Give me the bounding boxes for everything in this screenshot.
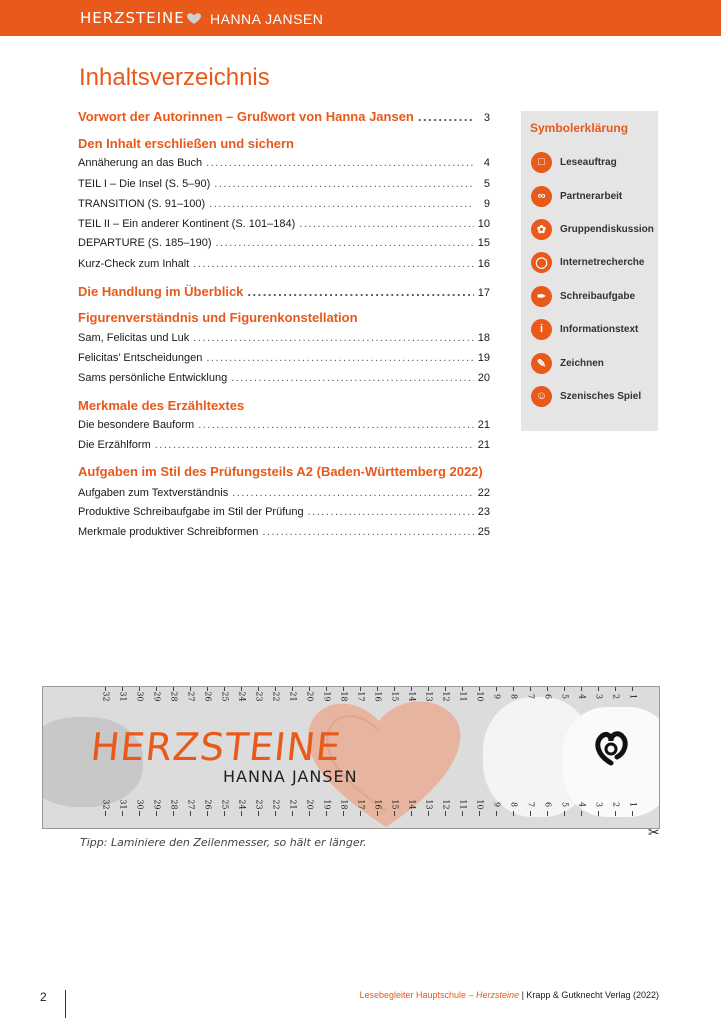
ruler-scale-top: [43, 687, 660, 709]
ruler-tick: [190, 811, 191, 816]
section-heading: Den Inhalt erschließen und sichern: [78, 136, 294, 151]
scissors-icon: ✂: [648, 824, 660, 840]
ruler-number: 11: [458, 691, 468, 702]
ruler-number: 21: [288, 691, 298, 702]
legend-item: ◯ Internetrecherche: [531, 251, 644, 273]
ruler-number: 14: [407, 799, 417, 810]
ruler-number: 15: [390, 691, 400, 702]
ruler-number: 29: [152, 799, 162, 810]
ruler-author: HANNA JANSEN: [223, 767, 358, 786]
masks-icon: ☺: [531, 386, 552, 407]
line-ruler-bookmark: [42, 686, 660, 829]
ruler-number: 5: [560, 801, 570, 808]
pair-icon: ∞: [531, 186, 552, 207]
toc-entry[interactable]: TEIL I – Die Insel (S. 5–90) ..... 5: [78, 178, 490, 190]
section-heading: Figurenverständnis und Figurenkonstellation: [78, 310, 358, 325]
toc-entry[interactable]: Sam, Felicitas und Luk ..... 18: [78, 332, 490, 344]
symbol-legend: [521, 111, 658, 431]
ruler-scale-bottom: [43, 792, 660, 814]
header-bar: [0, 0, 721, 36]
toc-entry[interactable]: Die Erzählform ..... 21: [78, 439, 490, 451]
ruler-number: 16: [373, 799, 383, 810]
ruler-tick: [547, 811, 548, 816]
ruler-number: 28: [169, 691, 179, 702]
book-icon: □: [531, 152, 552, 173]
ruler-number: 28: [169, 799, 179, 810]
ruler-number: 10: [475, 799, 485, 810]
ruler-tick: [462, 811, 463, 816]
ruler-tick: [292, 811, 293, 816]
ruler-number: 22: [271, 691, 281, 702]
ruler-tick: [479, 811, 480, 816]
publisher-logo-icon: [591, 727, 631, 769]
ruler-number: 12: [441, 799, 451, 810]
ruler-number: 3: [594, 693, 604, 700]
info-icon: i: [531, 319, 552, 340]
ruler-number: 6: [543, 801, 553, 808]
ruler-number: 31: [118, 799, 128, 810]
ruler-number: 20: [305, 691, 315, 702]
ruler-tick: [360, 811, 361, 816]
ruler-tick: [326, 811, 327, 816]
ruler-number: 11: [458, 799, 468, 810]
ruler-tick: [411, 811, 412, 816]
ruler-number: 29: [152, 691, 162, 702]
ruler-number: 25: [220, 799, 230, 810]
ruler-number: 10: [475, 691, 485, 702]
ruler-number: 26: [203, 691, 213, 702]
ruler-tick: [513, 811, 514, 816]
header-author: HANNA JANSEN: [210, 11, 324, 27]
ruler-number: 19: [322, 799, 332, 810]
ruler-tick: [173, 811, 174, 816]
page-title: Inhaltsverzeichnis: [79, 64, 270, 91]
section-heading: Merkmale des Erzähltextes: [78, 398, 245, 413]
ruler-tick: [428, 811, 429, 816]
ruler-tick: [377, 811, 378, 816]
ruler-number: 15: [390, 799, 400, 810]
ruler-tick: [445, 811, 446, 816]
ruler-number: 30: [135, 799, 145, 810]
pen-icon: ✒: [531, 286, 552, 307]
ruler-number: 2: [611, 801, 621, 808]
ruler-number: 7: [526, 693, 536, 700]
ruler-number: 22: [271, 799, 281, 810]
group-icon: ✿: [531, 219, 552, 240]
ruler-number: 19: [322, 691, 332, 702]
legend-item: □ Leseauftrag: [531, 151, 617, 173]
lamination-tip: Tipp: Laminiere den Zeilenmesser, so hält er länger.: [80, 836, 367, 849]
series-title: HERZSTEINE: [80, 9, 185, 27]
ruler-number: 17: [356, 799, 366, 810]
pencil-icon: ✎: [531, 353, 552, 374]
legend-item: ✒ Schreibaufgabe: [531, 285, 635, 307]
ruler-number: 1: [628, 801, 638, 808]
ruler-number: 6: [543, 693, 553, 700]
toc-entry[interactable]: Die besondere Bauform ..... 21: [78, 419, 490, 431]
legend-item: ✿ Gruppendiskussion: [531, 218, 654, 240]
ruler-number: 32: [101, 799, 111, 810]
globe-icon: ◯: [531, 252, 552, 273]
ruler-number: 31: [118, 691, 128, 702]
ruler-number: 4: [577, 801, 587, 808]
ruler-number: 1: [628, 693, 638, 700]
legend-item: ☺ Szenisches Spiel: [531, 385, 641, 407]
footer-credit: Lesebegleiter Hauptschule – Herzsteine | Krapp & Gutknecht Verlag (2022): [359, 990, 659, 1000]
ruler-number: 18: [339, 691, 349, 702]
ruler-number: 13: [424, 691, 434, 702]
ruler-tick: [224, 811, 225, 816]
ruler-number: 8: [509, 801, 519, 808]
ruler-number: 13: [424, 799, 434, 810]
ruler-number: 27: [186, 799, 196, 810]
ruler-number: 20: [305, 799, 315, 810]
ruler-number: 24: [237, 799, 247, 810]
ruler-tick: [241, 811, 242, 816]
ruler-tick: [496, 811, 497, 816]
section-heading: Aufgaben im Stil des Prüfungsteils A2 (Baden-Württemberg 2022): [78, 464, 483, 479]
legend-item: ✎ Zeichnen: [531, 352, 604, 374]
toc-entry[interactable]: Merkmale produktiver Schreibformen ..... 25: [78, 526, 490, 538]
ruler-tick: [309, 811, 310, 816]
footer-divider: [65, 990, 66, 1018]
ruler-number: 2: [611, 693, 621, 700]
toc-entry[interactable]: TEIL II – Ein anderer Kontinent (S. 101–184) ..... 10: [78, 218, 490, 230]
ruler-number: 24: [237, 691, 247, 702]
toc-entry[interactable]: Sams persönliche Entwicklung ..... 20: [78, 372, 490, 384]
ruler-tick: [105, 811, 106, 816]
ruler-tick: [139, 811, 140, 816]
toc-entry[interactable]: Aufgaben zum Textverständnis ..... 22: [78, 487, 490, 499]
toc-entry[interactable]: TRANSITION (S. 91–100) ..... 9: [78, 198, 490, 210]
ruler-number: 9: [492, 693, 502, 700]
ruler-tick: [394, 811, 395, 816]
legend-title: Symbolerklärung: [530, 121, 629, 135]
ruler-tick: [258, 811, 259, 816]
ruler-brand: HERZSTEINE: [88, 725, 344, 769]
ruler-number: 14: [407, 691, 417, 702]
toc-entry[interactable]: DEPARTURE (S. 185–190) ..... 15: [78, 237, 490, 249]
ruler-number: 17: [356, 691, 366, 702]
ruler-number: 23: [254, 691, 264, 702]
page-number: 2: [40, 990, 47, 1004]
ruler-tick: [530, 811, 531, 816]
toc-entry[interactable]: Kurz-Check zum Inhalt ..... 16: [78, 258, 490, 270]
ruler-tick: [122, 811, 123, 816]
ruler-number: 26: [203, 799, 213, 810]
ruler-tick: [632, 811, 633, 816]
ruler-number: 3: [594, 801, 604, 808]
ruler-number: 9: [492, 801, 502, 808]
ruler-number: 4: [577, 693, 587, 700]
ruler-tick: [581, 811, 582, 816]
ruler-number: 23: [254, 799, 264, 810]
ruler-number: 25: [220, 691, 230, 702]
ruler-tick: [564, 811, 565, 816]
ruler-number: 12: [441, 691, 451, 702]
ruler-number: 8: [509, 693, 519, 700]
ruler-number: 7: [526, 801, 536, 808]
ruler-number: 21: [288, 799, 298, 810]
ruler-number: 16: [373, 691, 383, 702]
ruler-number: 30: [135, 691, 145, 702]
toc-entry[interactable]: Felicitas’ Entscheidungen ..... 19: [78, 352, 490, 364]
ruler-number: 18: [339, 799, 349, 810]
ruler-number: 32: [101, 691, 111, 702]
legend-item: i Informationstext: [531, 318, 638, 340]
toc-entry-handlung[interactable]: Die Handlung im Überblick ..... 17: [78, 284, 490, 299]
ruler-tick: [615, 811, 616, 816]
ruler-tick: [343, 811, 344, 816]
ruler-number: 5: [560, 693, 570, 700]
ruler-tick: [598, 811, 599, 816]
ruler-number: 27: [186, 691, 196, 702]
ruler-tick: [156, 811, 157, 816]
legend-item: ∞ Partnerarbeit: [531, 185, 622, 207]
ruler-tick: [275, 811, 276, 816]
toc-entry[interactable]: Produktive Schreibaufgabe im Stil der Prüfung ..... 23: [78, 506, 490, 518]
heart-icon: [186, 12, 202, 25]
toc-entry[interactable]: Annäherung an das Buch ..... 4: [78, 157, 490, 169]
toc-entry-vorwort[interactable]: Vorwort der Autorinnen – Grußwort von Hanna Jansen ..... 3: [78, 109, 490, 124]
ruler-tick: [207, 811, 208, 816]
